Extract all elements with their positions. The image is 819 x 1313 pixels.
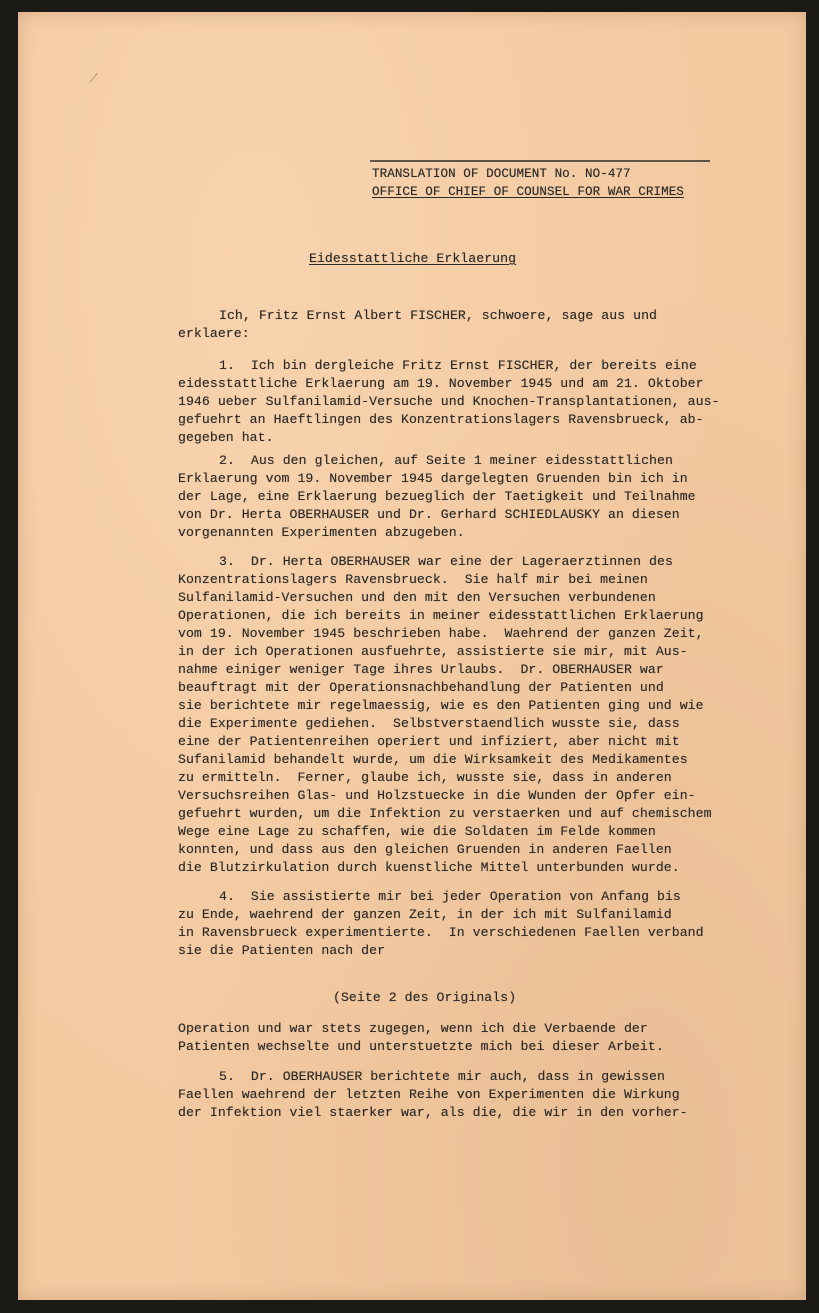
text-line: zu ermitteln. Ferner, glaube ich, wusste sie, dass in anderen — [178, 770, 672, 785]
text-line: sie die Patienten nach der — [178, 943, 386, 958]
text-line: gegeben hat. — [178, 430, 274, 445]
text-line: eine der Patientenreihen operiert und infiziert, aber nicht mit — [178, 734, 680, 749]
text-line: Versuchsreihen Glas- und Holzstuecke in die Wunden der Opfer ein- — [178, 788, 696, 803]
text-line: Faellen waehrend der letzten Reihe von Experimenten die Wirkung — [178, 1087, 680, 1102]
text-line: 5. Dr. OBERHAUSER berichtete mir auch, dass in gewissen — [219, 1069, 665, 1084]
header-line-1: TRANSLATION OF DOCUMENT No. NO-477 — [372, 167, 631, 181]
text-line: in der ich Operationen ausfuehrte, assistierte sie mir, mit Aus- — [178, 644, 688, 659]
text-line: Wege eine Lage zu schaffen, wie die Soldaten im Felde kommen — [178, 824, 656, 839]
text-line: Konzentrationslagers Ravensbrueck. Sie half mir bei meinen — [178, 572, 648, 587]
text-line: 4. Sie assistierte mir bei jeder Operation von Anfang bis — [219, 889, 681, 904]
text-line: Sufanilamid behandelt wurde, um die Wirksamkeit des Medikamentes — [178, 752, 688, 767]
text-line: nahme einiger weniger Tage ihres Urlaubs. Dr. OBERHAUSER war — [178, 662, 664, 677]
text-line: Ich, Fritz Ernst Albert FISCHER, schwoere, sage aus und — [219, 308, 658, 323]
text-line: Operation und war stets zugegen, wenn ich die Verbaende der — [178, 1021, 648, 1036]
text-line: die Blutzirkulation durch kuenstliche Mittel unterbunden wurde. — [178, 860, 680, 875]
text-line: Sulfanilamid-Versuchen und den mit den Versuchen verbundenen — [178, 590, 656, 605]
text-line: 1946 ueber Sulfanilamid-Versuche und Knochen-Transplantationen, aus- — [178, 394, 720, 409]
header-line-2: OFFICE OF CHIEF OF COUNSEL FOR WAR CRIMES — [372, 185, 684, 199]
text-line: Erklaerung vom 19. November 1945 dargelegten Gruenden bin ich in — [178, 471, 688, 486]
text-line: 3. Dr. Herta OBERHAUSER war eine der Lageraerztinnen des — [219, 554, 673, 569]
text-line: vorgenannten Experimenten abzugeben. — [178, 525, 465, 540]
text-line: der Infektion viel staerker war, als die, die wir in den vorher- — [178, 1105, 688, 1120]
header-rule — [370, 160, 710, 162]
document-title: Eidesstattliche Erklaerung — [309, 251, 517, 266]
text-line: beauftragt mit der Operationsnachbehandlung der Patienten und — [178, 680, 664, 695]
text-line: sie berichtete mir regelmaessig, wie es den Patienten ging und wie — [178, 698, 704, 713]
text-line: Patienten wechselte und unterstuetzte mich bei dieser Arbeit. — [178, 1039, 664, 1054]
text-line: der Lage, eine Erklaerung bezueglich der Taetigkeit und Teilnahme — [178, 489, 696, 504]
text-line: gefuehrt an Haeftlingen des Konzentrationslagers Ravensbrueck, ab- — [178, 412, 704, 427]
text-line: 2. Aus den gleichen, auf Seite 1 meiner eidesstattlichen — [219, 453, 673, 468]
text-line: eidesstattliche Erklaerung am 19. November 1945 und am 21. Oktober — [178, 376, 704, 391]
text-line: 1. Ich bin dergleiche Fritz Ernst FISCHER, der bereits eine — [219, 358, 697, 373]
page-note: (Seite 2 des Originals) — [333, 990, 517, 1005]
text-line: zu Ende, waehrend der ganzen Zeit, in der ich mit Sulfanilamid — [178, 907, 672, 922]
paper-scratch — [89, 73, 97, 83]
text-line: vom 19. November 1945 beschrieben habe. Waehrend der ganzen Zeit, — [178, 626, 704, 641]
text-line: gefuehrt wurden, um die Infektion zu verstaerken und auf chemischem — [178, 806, 712, 821]
text-line: in Ravensbrueck experimentierte. In verschiedenen Faellen verband — [178, 925, 704, 940]
text-line: die Experimente gediehen. Selbstverstaendlich wusste sie, dass — [178, 716, 680, 731]
text-line: erklaere: — [178, 326, 250, 341]
document-page — [18, 12, 806, 1300]
text-line: konnten, und dass aus den gleichen Gruenden in anderen Faellen — [178, 842, 672, 857]
text-line: Operationen, die ich bereits in meiner eidesstattlichen Erklaerung — [178, 608, 704, 623]
text-line: von Dr. Herta OBERHAUSER und Dr. Gerhard SCHIEDLAUSKY an diesen — [178, 507, 680, 522]
